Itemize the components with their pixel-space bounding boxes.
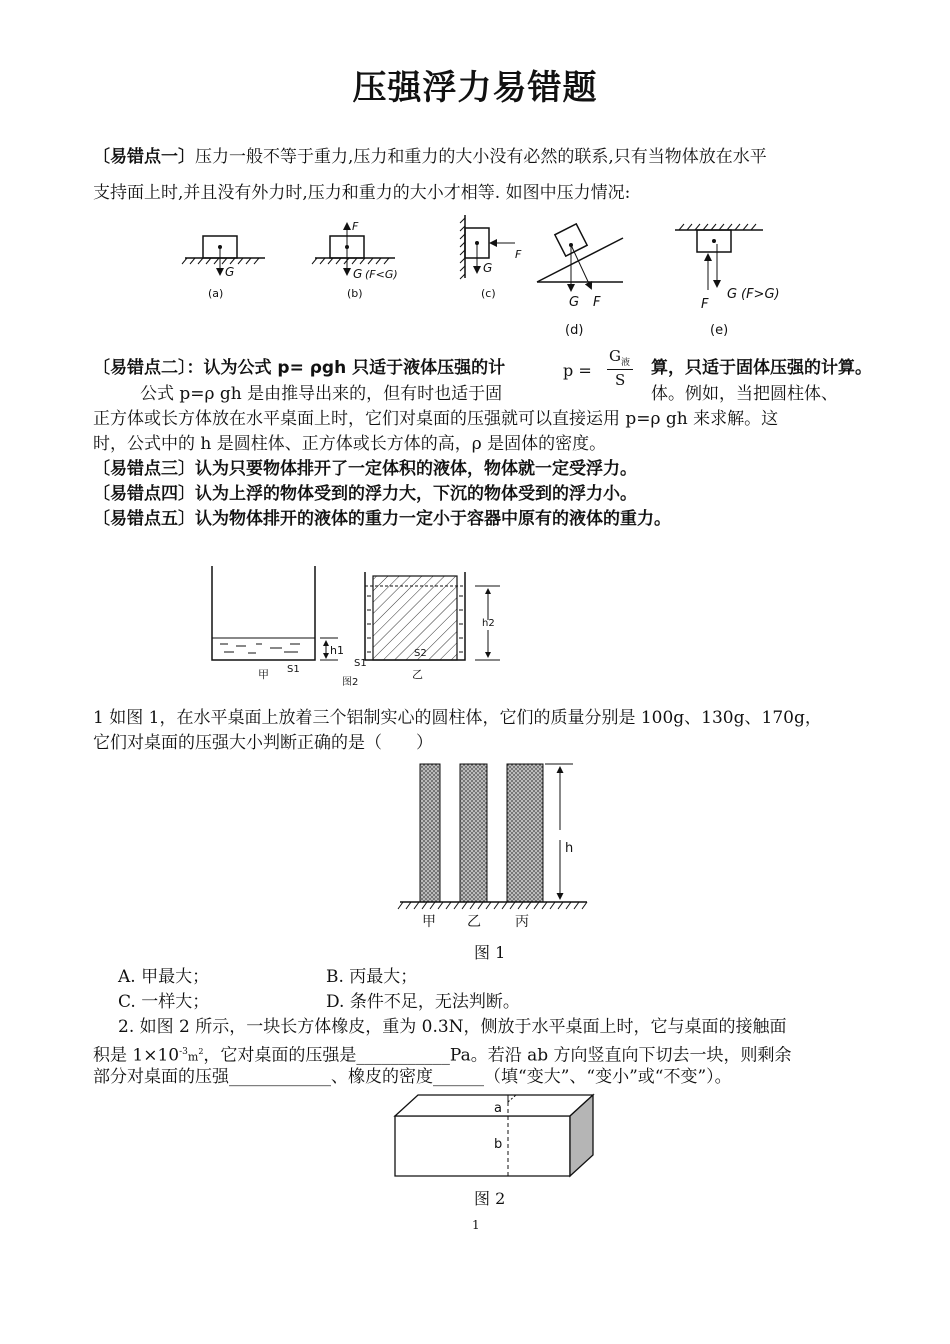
label-S1-left: S1 — [287, 664, 300, 675]
point2-tail: 算，只适于固体压强的计算。 — [651, 358, 872, 378]
q2-unit-exponent: 2 — [198, 1047, 204, 1056]
figure-caption-container: 图2 — [342, 677, 359, 688]
cylinder-yi — [460, 764, 487, 902]
q1-line2: 它们对桌面的压强大小判断正确的是（ ） — [93, 733, 433, 753]
label-S2: S2 — [414, 648, 427, 659]
point2-head: 〔易错点二〕：认为公式 p= ρgh 只适于液体压强的计 — [93, 358, 506, 378]
label-c-F: F — [515, 248, 522, 261]
label-h1: h1 — [330, 644, 344, 657]
caption-c: (c) — [481, 287, 496, 300]
q2-line1: 2. 如图 2 所示，一块长方体橡皮，重为 0.3N，侧放于水平桌面上时，它与桌面的接触面 — [118, 1017, 787, 1037]
point1-line1 — [93, 145, 767, 169]
point4: 〔易错点四〕认为上浮的物体受到的浮力大，下沉的物体受到的浮力小。 — [93, 484, 637, 504]
point1-text1: 压力一般不等于重力,压力和重力的大小没有必然的联系,只有当物体放在水平 — [195, 147, 767, 167]
q2-unit: m — [187, 1050, 199, 1064]
cylinders-figure — [395, 760, 595, 935]
label-h: h — [565, 841, 574, 856]
point1-label: 〔易错点一〕 — [93, 147, 195, 167]
q1-option-c: C. 一样大； — [118, 992, 210, 1012]
formula-numerator — [609, 347, 630, 368]
point1-line2: 支持面上时,并且没有外力时,压力和重力的大小才相等. 如图中压力情况: — [93, 183, 631, 203]
diagram-e — [675, 224, 780, 338]
label-cyl-bing: 丙 — [515, 914, 529, 930]
diagram-d — [537, 224, 623, 338]
label-e-cond: (F>G) — [741, 287, 780, 302]
q1-option-a: A. 甲最大； — [118, 967, 210, 987]
figure1-caption: 图 1 — [474, 943, 506, 962]
container-figure — [200, 560, 510, 690]
label-e-F: F — [701, 297, 709, 312]
point2-line4: 时，公式中的 h 是圆柱体、正方体或长方体的高，ρ 是固体的密度。 — [93, 434, 607, 454]
point2-line2a: 公式 p=ρ gh 是由推导出来的，但有时也适于固 — [140, 384, 503, 404]
point2-line2b: 体。例如，当把圆柱体、 — [651, 384, 838, 404]
cylinder-jia — [420, 764, 440, 902]
diagram-b — [312, 220, 398, 300]
caption-a: (a) — [208, 287, 224, 300]
q2-exponent: -3 — [179, 1047, 188, 1057]
label-S1-right: S1 — [354, 658, 367, 669]
formula-p: p = — [563, 361, 592, 380]
fraction-bar — [607, 369, 633, 370]
q1-option-b: B. 丙最大； — [326, 967, 418, 987]
q1-line1: 1 如图 1，在水平桌面上放着三个铝制实心的圆柱体，它们的质量分别是 100g、130g、170g， — [93, 708, 822, 728]
figure2-caption: 图 2 — [474, 1189, 506, 1208]
label-e-G: G — [727, 287, 738, 302]
label-b-cond: (F<G) — [365, 268, 398, 281]
label-b-F: F — [352, 220, 359, 233]
page-title: 压强浮力易错题 — [352, 68, 598, 108]
diagram-a — [182, 236, 265, 300]
label-h2: h2 — [482, 618, 495, 629]
label-jia: 甲 — [258, 668, 269, 681]
q2-line2-b: ，它对桌面的压强是___________Pa。若沿 ab 方向竖直向下切去一块，则剩余 — [203, 1045, 792, 1066]
label-b-G: G — [353, 267, 363, 281]
label-cyl-jia: 甲 — [422, 914, 436, 930]
force-diagrams — [175, 210, 805, 340]
label-cyl-yi: 乙 — [467, 914, 481, 930]
cylinder-bing — [507, 764, 543, 902]
formula-denominator: S — [615, 371, 626, 389]
eraser-figure — [390, 1090, 600, 1180]
caption-e: (e) — [710, 323, 729, 338]
label-yi: 乙 — [412, 668, 423, 681]
label-d-F: F — [593, 295, 601, 310]
caption-d: (d) — [565, 323, 584, 338]
q1-option-d: D. 条件不足，无法判断。 — [326, 992, 520, 1012]
point5: 〔易错点五〕认为物体排开的液体的重力一定小于容器中原有的液体的重力。 — [93, 509, 671, 529]
diagram-c — [460, 215, 522, 300]
pressure-formula — [563, 347, 643, 393]
q2-line3: 部分对桌面的压强____________、橡皮的密度______（填“变大”、“变小”或“不变”）。 — [93, 1067, 732, 1087]
label-b: b — [494, 1137, 503, 1152]
label-c-G: G — [483, 261, 493, 275]
formula-sub: 液 — [620, 358, 630, 368]
container-left — [212, 566, 315, 660]
label-a: a — [494, 1101, 502, 1116]
point3: 〔易错点三〕认为只要物体排开了一定体积的液体，物体就一定受浮力。 — [93, 459, 637, 479]
caption-b: (b) — [347, 287, 363, 300]
label-a-G: G — [225, 265, 235, 279]
label-d-G: G — [569, 295, 580, 310]
formula-G: G — [609, 347, 621, 365]
q2-line2-a: 积是 1×10 — [93, 1045, 180, 1066]
point2-line3: 正方体或长方体放在水平桌面上时，它们对桌面的压强就可以直接运用 p=ρ gh 来求解。这 — [93, 409, 779, 429]
page-number: 1 — [472, 1218, 480, 1232]
